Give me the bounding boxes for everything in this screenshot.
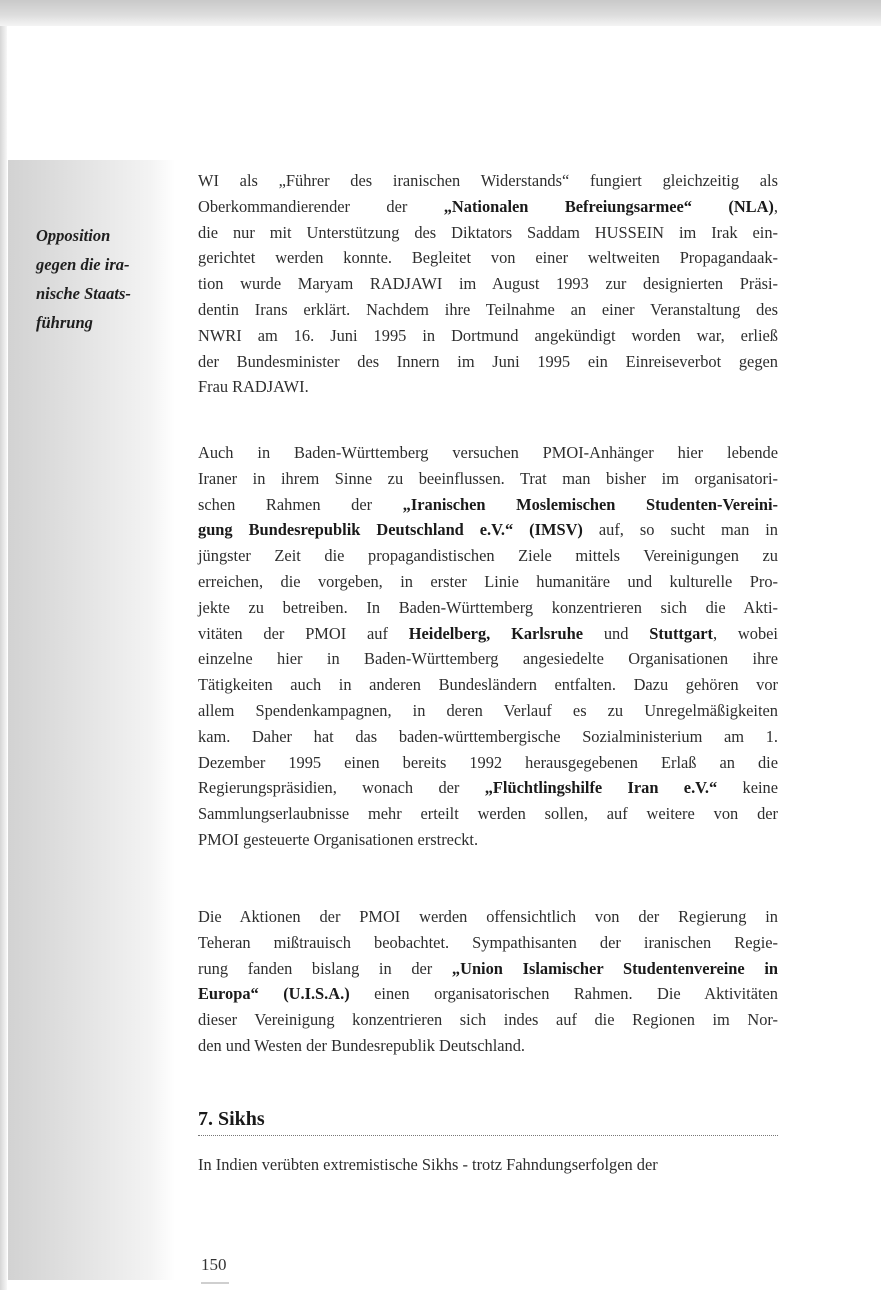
text-line: erreichen, die vorgeben, in erster Linie humanitäre und kulturelle Pro- — [198, 571, 778, 591]
text-line: Iraner in ihrem Sinne zu beeinflussen. Trat man bisher im organisatori- — [198, 468, 778, 488]
text-line: kam. Daher hat das baden-württembergische Sozialministerium am 1. — [198, 726, 778, 746]
bold-term: „Iranischen Moslemischen Studenten-Vereini- — [402, 494, 778, 514]
paragraph-pmoi-baden-wuerttemberg — [198, 440, 778, 853]
text-line: gerichtet werden konnte. Begleitet von einer weltweiten Propagandaak- — [198, 248, 778, 268]
text-line: rung fanden bislang in der „Union Islamischer Studentenvereine in — [198, 958, 778, 978]
margin-note-line: Opposition — [36, 226, 111, 245]
text-line: dieser Vereinigung konzentrieren sich indes auf die Regionen im Nor- — [198, 1010, 778, 1030]
bold-term: „Flüchtlingshilfe Iran e.V.“ — [484, 778, 718, 798]
margin-note — [36, 221, 166, 337]
text-line: Tätigkeiten auch in anderen Bundesländern entfalten. Dazu gehören vor — [198, 675, 778, 695]
text-line: NWRI am 16. Juni 1995 in Dortmund angekündigt worden war, erließ — [198, 325, 778, 345]
text-line: den und Westen der Bundesrepublik Deutschland. — [198, 1035, 526, 1055]
text-line: einzelne hier in Baden-Württemberg angesiedelte Organisationen ihre — [198, 649, 778, 669]
text-line: Dezember 1995 einen bereits 1992 herausgegebenen Erlaß an die — [198, 752, 778, 772]
page-number: 150 — [201, 1255, 227, 1274]
text-line: Frau RADJAWI. — [198, 377, 309, 397]
text-line: allem Spendenkampagnen, in deren Verlauf es zu Unregelmäßigkeiten — [198, 700, 778, 720]
text-line: gung Bundesrepublik Deutschland e.V.“ (IMSV) auf, so sucht man in — [198, 520, 779, 540]
bold-term: Europa“ (U.I.S.A.) — [198, 984, 350, 1004]
page-number-rule — [201, 1282, 229, 1284]
text-line: jekte zu betreiben. In Baden-Württemberg konzentrieren sich die Akti- — [198, 597, 778, 617]
text-line: In Indien verübten extremistische Sikhs - trotz Fahndungserfolgen der — [198, 1155, 658, 1174]
bold-term: „Nationalen Befreiungsarmee“ (NLA) — [443, 196, 774, 216]
text-line: die nur mit Unterstützung des Diktators Saddam HUSSEIN im Irak ein- — [198, 222, 778, 242]
paragraph-nwri-leadership — [198, 168, 778, 400]
text-line: Teheran mißtrauisch beobachtet. Sympathisanten der iranischen Regie- — [198, 932, 778, 952]
margin-note-line: führung — [36, 313, 93, 332]
text-line: tion wurde Maryam RADJAWI im August 1993 zur designierten Präsi- — [198, 274, 778, 294]
text-line: Auch in Baden-Württemberg versuchen PMOI-Anhänger hier lebende — [198, 443, 778, 462]
text-line: der Bundesminister des Innern im Juni 1995 ein Einreiseverbot gegen — [198, 351, 778, 371]
text-line: jüngster Zeit die propagandistischen Ziele mittels Vereinigungen zu — [198, 546, 778, 566]
bold-term: Heidelberg, Karlsruhe — [408, 623, 584, 643]
text-line: schen Rahmen der „Iranischen Moslemischen Studenten-Vereini- — [198, 494, 778, 514]
margin-note-line: gegen die ira- — [36, 255, 130, 274]
scan-top-edge — [0, 0, 881, 26]
text-line: dentin Irans erklärt. Nachdem ihre Teilnahme an einer Veranstaltung des — [198, 299, 778, 319]
text-line: PMOI gesteuerte Organisationen erstreckt. — [198, 829, 479, 849]
text-line: Sammlungserlaubnisse mehr erteilt werden sollen, auf weitere von der — [198, 804, 778, 824]
scan-left-edge — [0, 26, 7, 1290]
text-line: vitäten der PMOI auf Heidelberg, Karlsruhe und Stuttgart, wobei — [198, 623, 778, 643]
paragraph-sikhs — [198, 1152, 778, 1178]
text-line: Europa“ (U.I.S.A.) einen organisatorischen Rahmen. Die Aktivitäten — [198, 984, 778, 1004]
section-heading: 7. Sikhs — [198, 1108, 778, 1136]
text-line: Oberkommandierender der „Nationalen Befreiungsarmee“ (NLA), — [198, 196, 778, 216]
bold-term: „Union Islamischer Studentenvereine in — [451, 958, 778, 978]
text-line: Die Aktionen der PMOI werden offensichtlich von der Regierung in — [198, 907, 778, 926]
bold-term: gung Bundesrepublik Deutschland e.V.“ (IMSV) — [198, 520, 583, 540]
text-line: Regierungspräsidien, wonach der „Flüchtlingshilfe Iran e.V.“ keine — [198, 778, 779, 798]
bold-term: Stuttgart — [649, 623, 713, 643]
paragraph-iranian-government — [198, 904, 778, 1059]
text-line: WI als „Führer des iranischen Widerstands“ fungiert gleichzeitig als — [198, 171, 778, 190]
margin-note-line: nische Staats- — [36, 284, 131, 303]
